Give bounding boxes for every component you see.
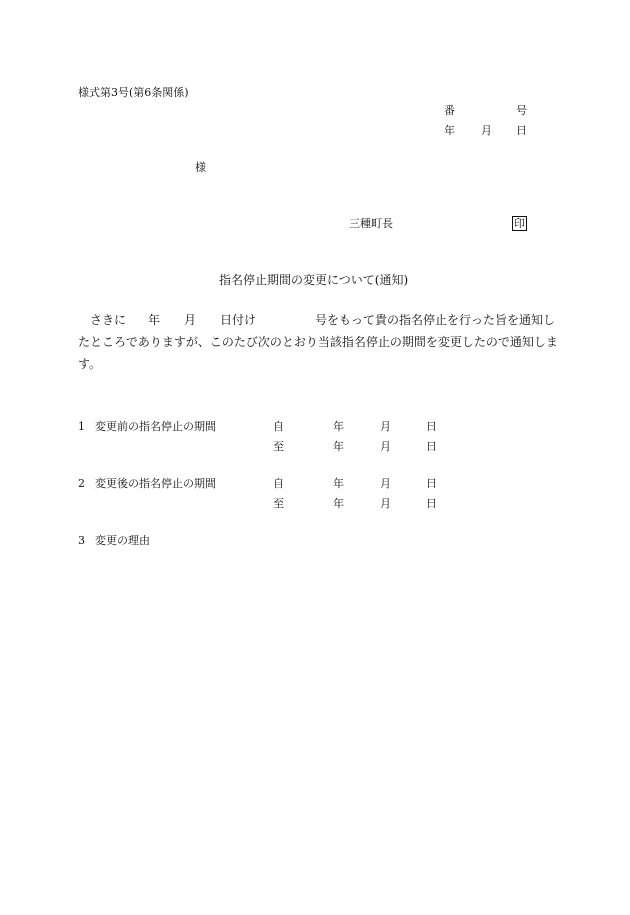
body-line-3: す。 xyxy=(78,357,102,371)
item-3-number: 3 xyxy=(78,534,85,547)
item-2-row-1-year: 年 xyxy=(333,477,344,490)
item-2-row-2-month: 月 xyxy=(380,497,391,510)
item-2-row-2-prefix: 至 xyxy=(273,497,284,510)
addressee-honorific: 様 xyxy=(195,161,206,174)
body-p1-prefix: さきに xyxy=(90,313,127,327)
item-2-label: 変更後の指名停止の期間 xyxy=(95,477,216,490)
item-1-row-2-year: 年 xyxy=(333,440,344,453)
date-year: 年 xyxy=(444,124,455,137)
body-p1-month: 月 xyxy=(184,313,197,327)
number-label: 番 xyxy=(444,104,455,117)
item-1-number: 1 xyxy=(78,420,85,433)
body-line-2: たところでありますが、このたび次のとおり当該指名停止の期間を変更したので通知しま xyxy=(78,335,558,349)
body-p1-year: 年 xyxy=(148,313,161,327)
form-label: 様式第3号(第6条関係) xyxy=(78,86,189,99)
item-2-row-1-month: 月 xyxy=(380,477,391,490)
item-2-row-1-day: 日 xyxy=(426,477,437,490)
sender-title: 三種町長 xyxy=(349,217,393,230)
item-1-label: 変更前の指名停止の期間 xyxy=(95,420,216,433)
document-title: 指名停止期間の変更について(通知) xyxy=(219,273,409,287)
date-month: 月 xyxy=(481,124,492,137)
item-1-row-1-prefix: 自 xyxy=(273,420,284,433)
seal-mark xyxy=(512,216,527,231)
item-1-row-1-day: 日 xyxy=(426,420,437,433)
number-suffix: 号 xyxy=(516,104,527,117)
item-1-row-2-prefix: 至 xyxy=(273,440,284,453)
item-2-row-2-day: 日 xyxy=(426,497,437,510)
date-day: 日 xyxy=(516,124,527,137)
item-3-label: 変更の理由 xyxy=(95,534,150,547)
item-1-row-1-month: 月 xyxy=(380,420,391,433)
item-1-row-2-day: 日 xyxy=(426,440,437,453)
item-2-row-1-prefix: 自 xyxy=(273,477,284,490)
item-1-row-1-year: 年 xyxy=(333,420,344,433)
body-p1-day: 日付け xyxy=(220,313,257,327)
seal-box: 印 xyxy=(514,217,525,230)
item-2-row-2-year: 年 xyxy=(333,497,344,510)
item-1-row-2-month: 月 xyxy=(380,440,391,453)
item-2-number: 2 xyxy=(78,477,85,490)
body-p1-rest: 号をもって貴の指名停止を行った旨を通知し xyxy=(315,313,556,327)
